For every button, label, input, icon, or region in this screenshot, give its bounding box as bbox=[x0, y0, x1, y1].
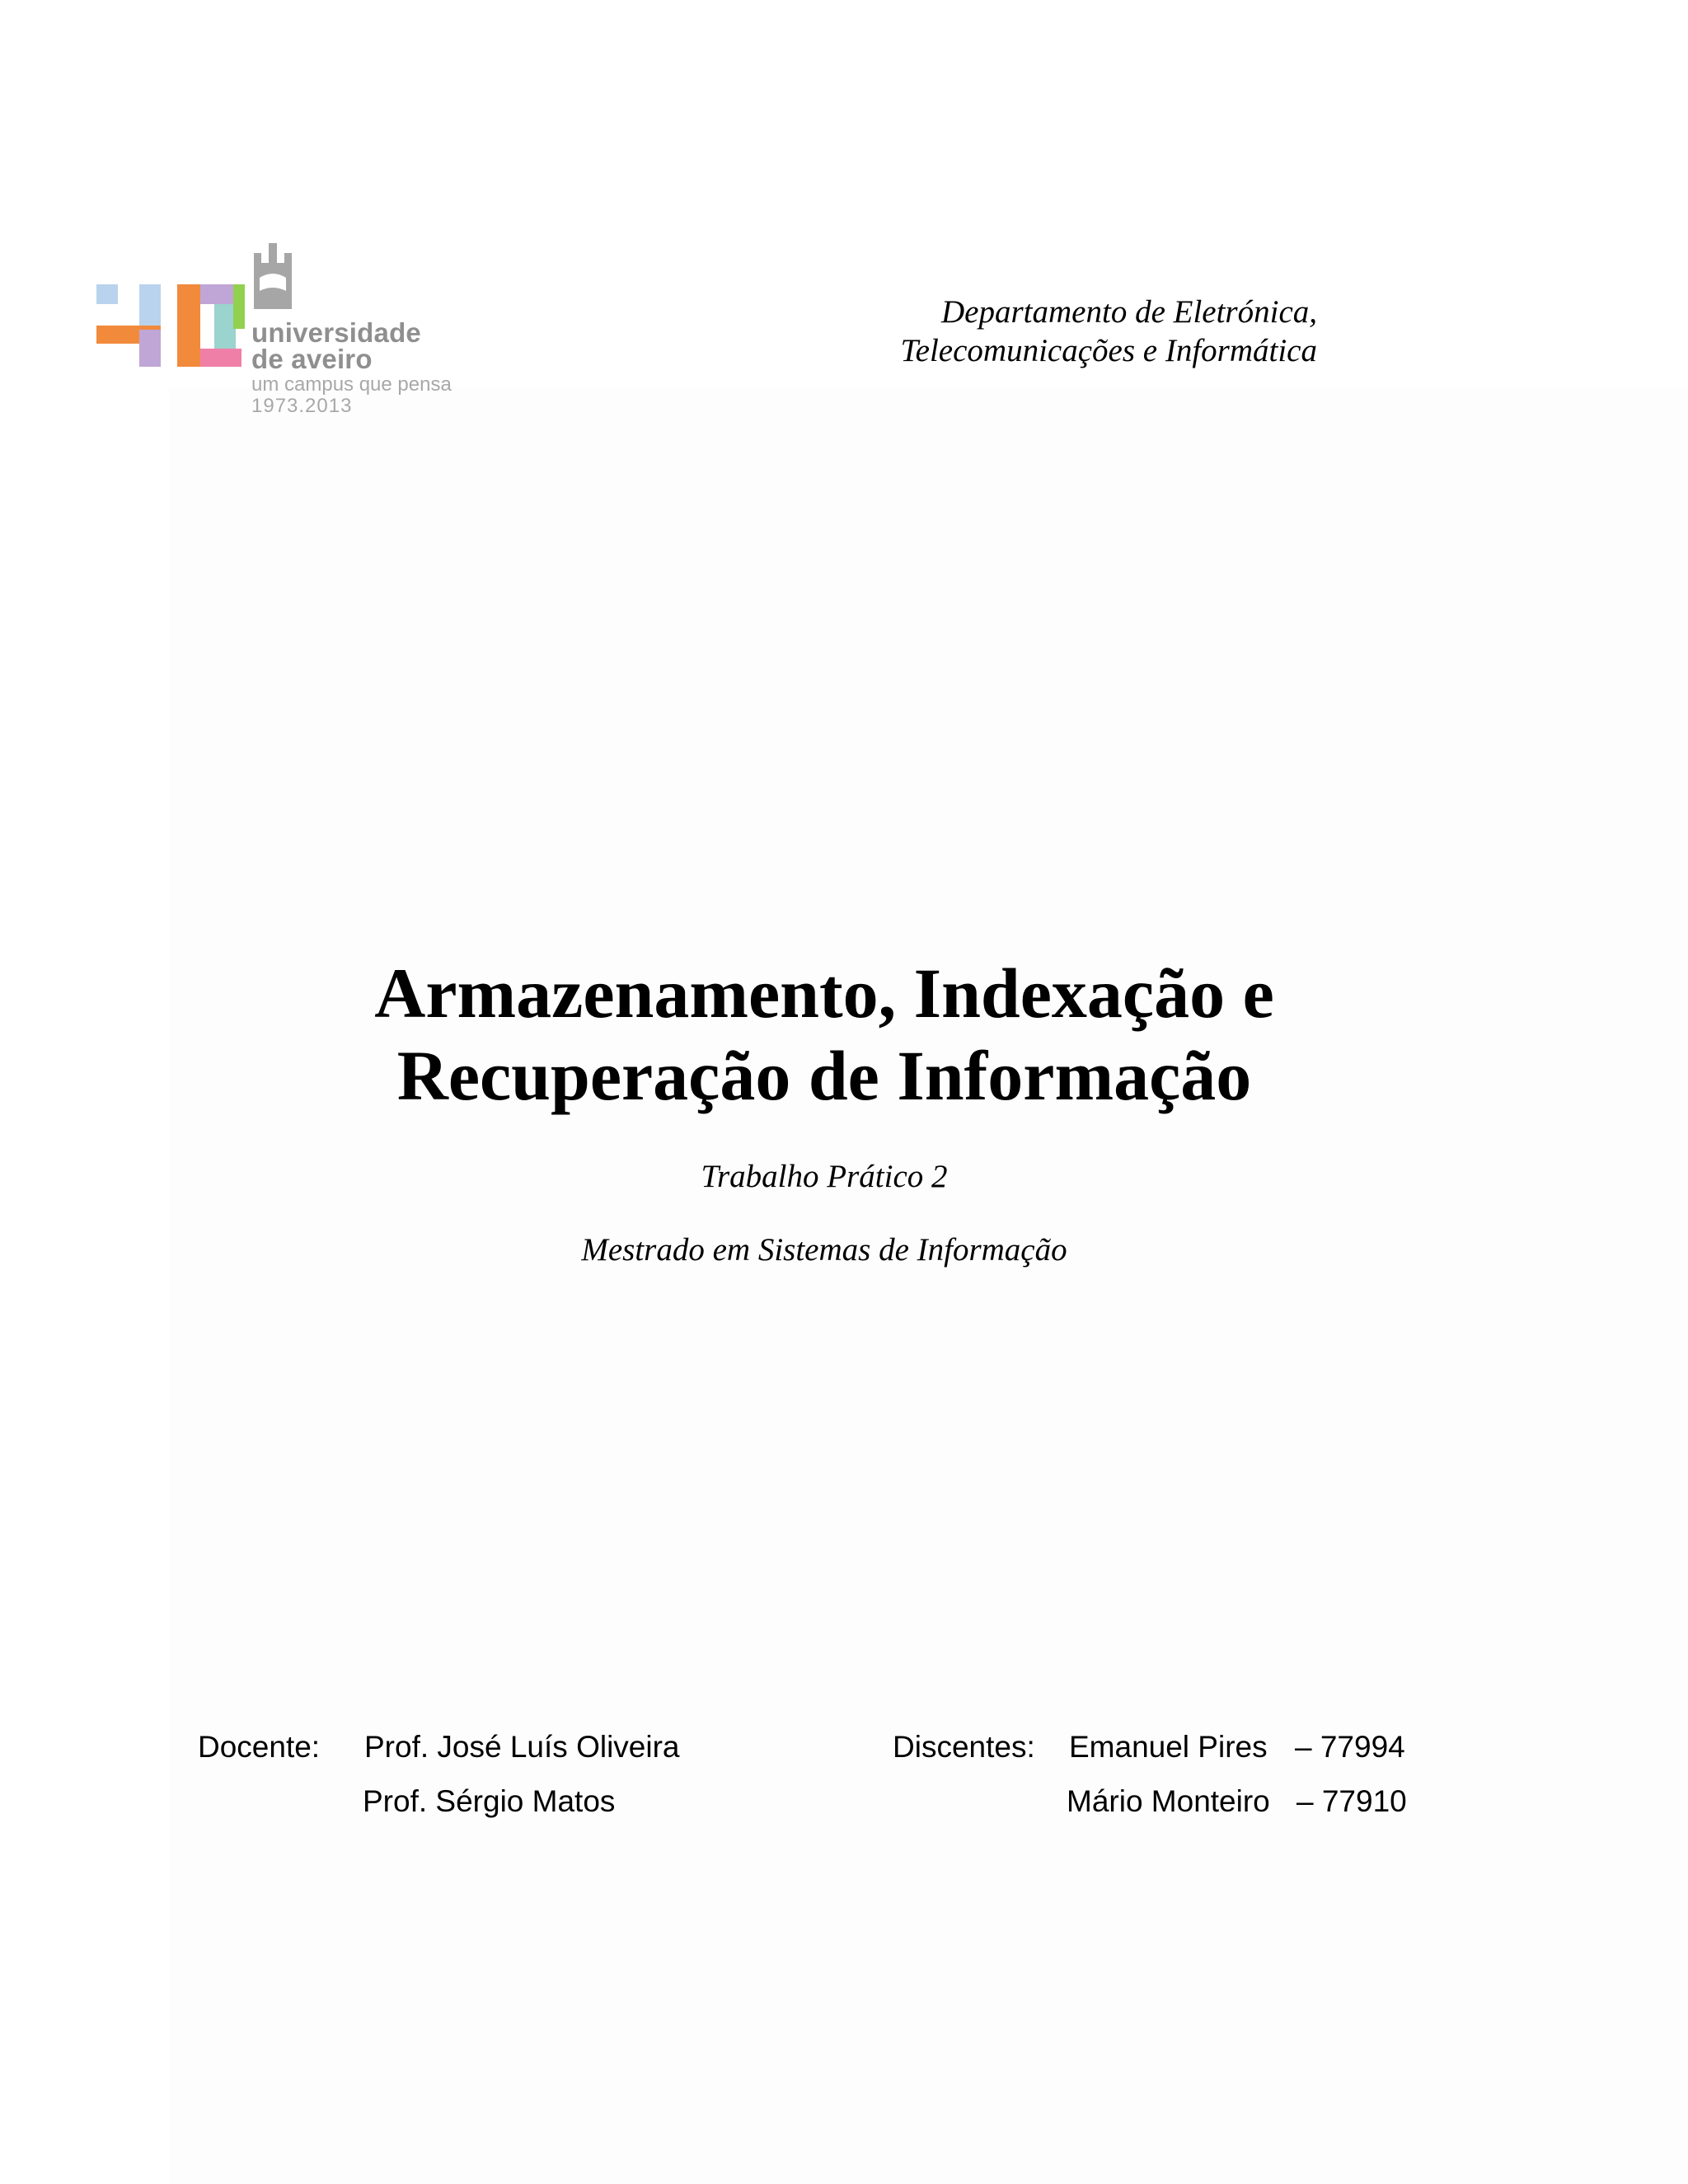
student-number: – 77994 bbox=[1295, 1730, 1405, 1764]
teacher-name: Prof. José Luís Oliveira bbox=[364, 1730, 680, 1764]
title-line-1: Armazenamento, Indexação e bbox=[374, 954, 1274, 1033]
castle-icon bbox=[254, 243, 292, 309]
logo-aveiro-line: de aveiro bbox=[251, 344, 373, 374]
work-subtitle: Trabalho Prático 2 bbox=[701, 1159, 948, 1194]
teachers-label: Docente: bbox=[198, 1730, 321, 1764]
degree-subtitle: Mestrado em Sistemas de Informação bbox=[581, 1232, 1067, 1268]
department-line-2: Telecomunicações e Informática bbox=[900, 333, 1317, 368]
logo-years: 1973.2013 bbox=[251, 395, 353, 417]
department-line-1: Departamento de Eletrónica, bbox=[941, 294, 1317, 330]
student-name: Emanuel Pires bbox=[1069, 1730, 1268, 1764]
teacher-name: Prof. Sérgio Matos bbox=[363, 1784, 616, 1818]
student-name: Mário Monteiro bbox=[1067, 1784, 1270, 1818]
title-line-2: Recuperação de Informação bbox=[396, 1036, 1252, 1115]
students-label: Discentes: bbox=[893, 1730, 1035, 1764]
department-name bbox=[901, 293, 1317, 370]
student-number: – 77910 bbox=[1296, 1784, 1407, 1818]
page-background bbox=[169, 387, 1688, 2184]
logo-university-line: universidade bbox=[251, 317, 421, 348]
document-title bbox=[0, 952, 1648, 1117]
logo-slogan: um campus que pensa bbox=[251, 373, 452, 396]
university-logo bbox=[95, 243, 474, 424]
